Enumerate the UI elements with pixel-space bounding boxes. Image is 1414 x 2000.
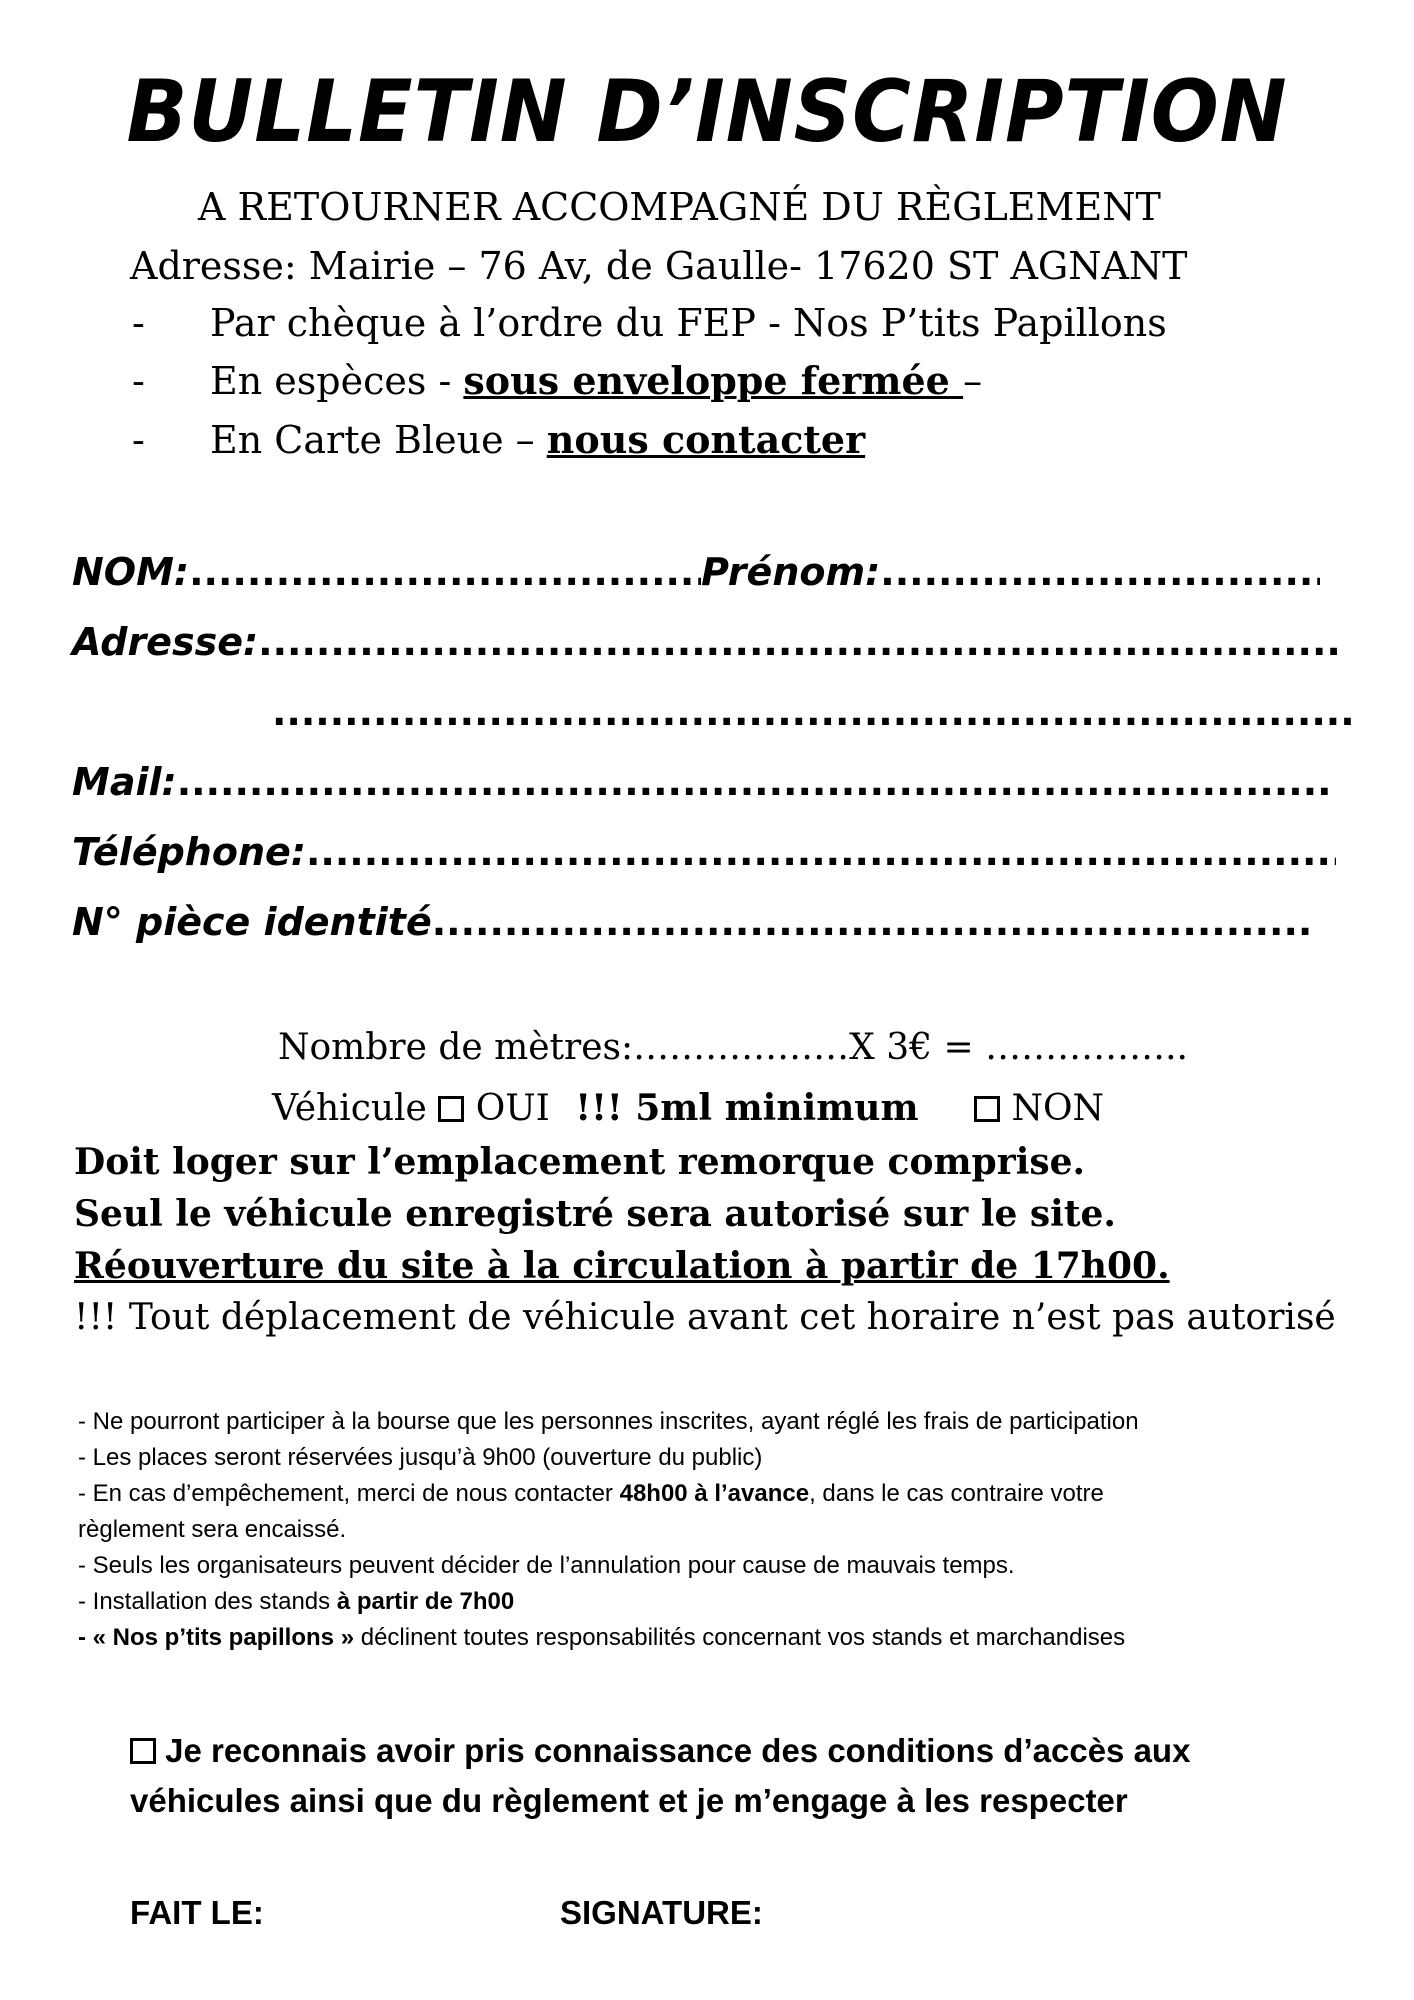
metres-label: Nombre de mètres: <box>278 1027 634 1068</box>
piece-identite-label: N° pièce identité <box>72 900 432 944</box>
payment-cash-emphasis: sous enveloppe fermée <box>463 358 964 403</box>
payment-cash <box>210 358 982 404</box>
payment-cash-suffix: – <box>963 359 983 403</box>
return-instructions: A RETOURNER ACCOMPAGNÉ DU RÈGLEMENT <box>198 185 1161 229</box>
payment-cheque: Par chèque à l’ordre du FEP - Nos P’tits Papillons <box>210 301 1167 345</box>
condition-3-continued: règlement sera encaissé. <box>78 1516 347 1543</box>
condition-3-emphasis: 48h00 à l’avance <box>619 1480 810 1507</box>
acknowledgement-checkbox[interactable] <box>130 1738 156 1764</box>
payment-cash-prefix: En espèces - <box>210 359 464 403</box>
vehicle-rule-4: !!! Tout déplacement de véhicule avant cet horaire n’est pas autorisé <box>74 1297 1336 1338</box>
condition-6-emphasis: - « Nos p’tits papillons » <box>78 1624 355 1651</box>
telephone-dotted-line[interactable] <box>306 828 1336 876</box>
condition-5-prefix: - Installation des stands <box>78 1588 337 1615</box>
prenom-label: Prénom: <box>701 550 881 594</box>
bullet-dash: - <box>132 418 145 462</box>
mail-dotted-line[interactable] <box>177 758 1329 806</box>
acknowledgement-text-1: Je reconnais avoir pris connaissance des conditions d’accès aux <box>165 1732 1191 1769</box>
payment-card-prefix: En Carte Bleue – <box>210 418 547 462</box>
nom-label: NOM: <box>72 550 190 594</box>
vehicle-row[interactable] <box>272 1086 1104 1131</box>
adresse-dotted-line-2[interactable] <box>272 688 1352 736</box>
mail-label: Mail: <box>72 760 177 804</box>
signature-label: SIGNATURE: <box>560 1894 763 1931</box>
fait-le-label: FAIT LE: <box>130 1894 264 1931</box>
condition-3-prefix: - En cas d’empêchement, merci de nous contacter <box>78 1480 620 1507</box>
payment-card <box>210 417 865 463</box>
condition-6 <box>78 1620 1125 1656</box>
mail-row[interactable] <box>72 758 1329 806</box>
vehicle-rule-3: Réouverture du site à la circulation à partir de 17h00. <box>74 1245 1170 1287</box>
acknowledgement-line-1[interactable] <box>130 1726 1190 1776</box>
adresse-continuation[interactable] <box>272 688 1352 736</box>
minimum-notice: !!! 5ml minimum <box>575 1087 919 1129</box>
condition-3-suffix: , dans le cas contraire votre <box>809 1480 1104 1507</box>
payment-card-emphasis: nous contacter <box>546 417 866 462</box>
adresse-label: Adresse: <box>72 620 259 664</box>
condition-4: - Seuls les organisateurs peuvent décider de l’annulation pour cause de mauvais temps. <box>78 1552 1015 1579</box>
non-label: NON <box>1011 1088 1104 1129</box>
oui-label: OUI <box>475 1088 550 1129</box>
nom-prenom-row[interactable] <box>72 548 1320 596</box>
telephone-label: Téléphone: <box>72 830 306 874</box>
condition-2: - Les places seront réservées jusqu’à 9h00 (ouverture du public) <box>78 1444 763 1471</box>
return-address: Adresse: Mairie – 76 Av, de Gaulle- 17620 ST AGNANT <box>130 244 1188 288</box>
metres-multiplier: X 3€ = <box>849 1027 986 1068</box>
metres-dotted-line[interactable]: ……………… <box>633 1027 850 1068</box>
nom-dotted-line[interactable] <box>189 548 701 596</box>
condition-1: - Ne pourront participer à la bourse que les personnes inscrites, ayant réglé les frais de participation <box>78 1408 1139 1435</box>
adresse-row[interactable] <box>72 618 1338 666</box>
condition-3 <box>78 1476 1104 1512</box>
prenom-dotted-line[interactable] <box>880 548 1320 596</box>
page-title: BULLETIN D’INSCRIPTION <box>126 62 1288 162</box>
vehicle-rule-1: Doit loger sur l’emplacement remorque comprise. <box>74 1141 1086 1183</box>
non-checkbox[interactable] <box>974 1096 1000 1122</box>
metres-row[interactable] <box>278 1026 1188 1070</box>
bullet-dash: - <box>132 359 145 403</box>
vehicle-label: Véhicule <box>272 1088 439 1129</box>
piece-identite-row[interactable] <box>72 898 1312 946</box>
condition-5 <box>78 1584 514 1620</box>
condition-6-suffix: déclinent toutes responsabilités concernant vos stands et marchandises <box>354 1624 1126 1651</box>
condition-5-emphasis: à partir de 7h00 <box>336 1588 515 1615</box>
adresse-dotted-line[interactable] <box>258 618 1338 666</box>
acknowledgement-text-2: véhicules ainsi que du règlement et je m’engage à les respecter <box>130 1782 1128 1819</box>
bullet-dash: - <box>132 301 145 345</box>
vehicle-rule-2: Seul le véhicule enregistré sera autorisé sur le site. <box>74 1193 1116 1235</box>
telephone-row[interactable] <box>72 828 1336 876</box>
oui-checkbox[interactable] <box>438 1096 464 1122</box>
total-dotted-line[interactable]: …………….. <box>985 1027 1188 1068</box>
piece-identite-dotted-line[interactable] <box>432 898 1312 946</box>
